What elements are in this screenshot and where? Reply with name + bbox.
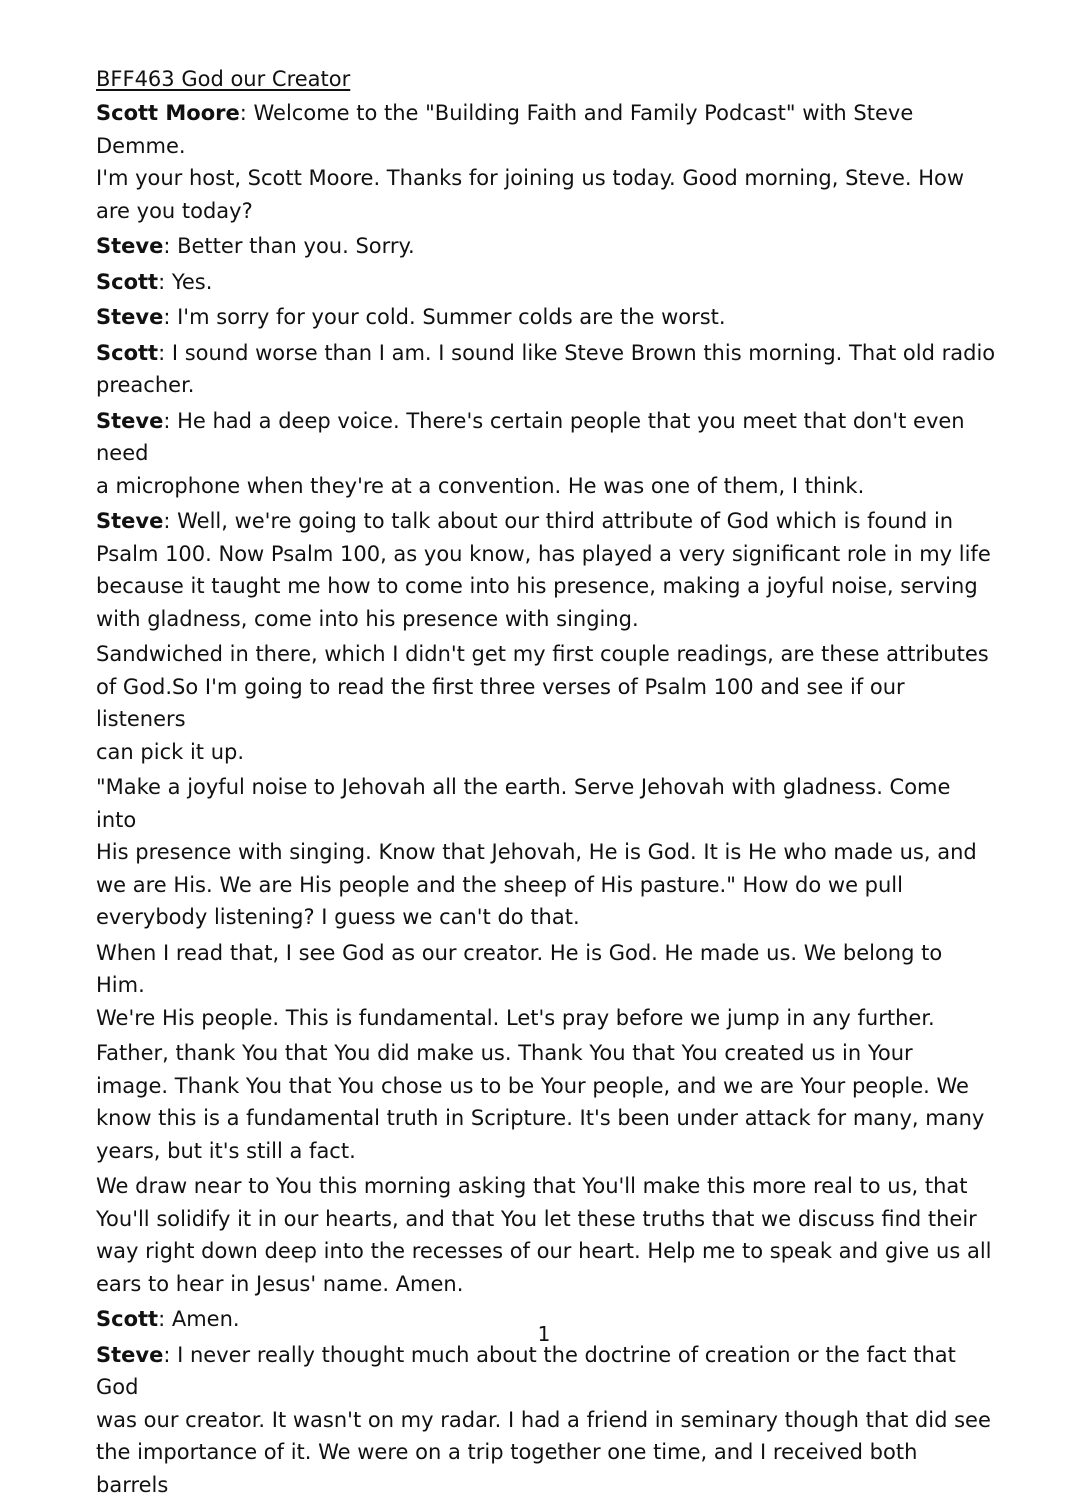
speaker-separator: :	[163, 1342, 178, 1367]
paragraph-text: Sandwiched in there, which I didn't get my first couple readings, are these attributes of God.So I'm going to read the first three verses of Psalm 100 and see if our listeners can pick it up.	[96, 642, 989, 764]
paragraph-text: Amen.	[171, 1307, 240, 1331]
speaker-name: Scott	[96, 340, 159, 365]
speaker-name: Scott	[96, 269, 159, 294]
speaker-name: Steve	[96, 234, 164, 258]
paragraph-text: Yes.	[171, 269, 213, 294]
transcript-paragraph	[96, 638, 996, 768]
transcript-paragraph	[96, 97, 996, 227]
speaker-name: Steve	[96, 509, 164, 533]
paragraph-text: I sound worse than I am. I sound like Steve Brown this morning. That old radio preacher.	[96, 340, 996, 397]
transcript-paragraph	[96, 301, 996, 334]
page-number: 1	[537, 1322, 551, 1346]
paragraph-text: "Make a joyful noise to Jehovah all the earth. Serve Jehovah with gladness. Come into His presence with singing. Know that Jehovah, He is God. It is He who made us, and we are His. We are His people and the sheep of His pasture." How do we pull everybody listening? I guess we can't do that.	[96, 775, 977, 929]
transcript-paragraph	[96, 230, 996, 263]
paragraph-text: We draw near to You this morning asking that You'll make this more real to us, that You'll solidify it in our hearts, and that You let these truths that we discuss find their way right down deep into the recesses of our heart. Help me to speak and give us all ears to hear in Jesus' name. Amen.	[96, 1174, 992, 1296]
speaker-name: Steve	[96, 305, 164, 329]
transcript-paragraph	[96, 266, 996, 299]
paragraph-text: I never really thought much about the doctrine of creation or the fact that God was our creator. It wasn't on my radar. I had a friend in seminary though that did see the importance of it. We were on a trip together one time, and I received both barrels	[96, 1342, 991, 1497]
paragraph-text: He had a deep voice. There's certain people that you meet that don't even need a microphone when they're at a convention. He was one of them, I think.	[96, 408, 965, 498]
paragraph-text: Better than you. Sorry.	[177, 234, 415, 258]
transcript-paragraph	[96, 505, 996, 635]
paragraph-text: When I read that, I see God as our creator. He is God. He made us. We belong to Him. We're His people. This is fundamental. Let's pray before we jump in any further.	[96, 940, 943, 1030]
speaker-separator: :	[163, 305, 178, 329]
paragraph-text: Father, thank You that You did make us. Thank You that You created us in Your image. Thank You that You chose us to be Your people, and we are Your people. We know this is a fundamental truth in Scripture. It's been under attack for many, many years, but it's still a fact.	[96, 1041, 985, 1163]
transcript-paragraph	[96, 1339, 996, 1502]
speaker-name: Scott	[96, 1307, 159, 1331]
speaker-separator: :	[163, 408, 178, 433]
speaker-separator: :	[158, 340, 172, 365]
speaker-name: Steve	[96, 408, 164, 433]
transcript-page	[96, 64, 996, 1504]
transcript-paragraph	[96, 1037, 996, 1167]
document-title: BFF463 God our Creator	[96, 67, 351, 91]
transcript-paragraph	[96, 937, 996, 1035]
speaker-separator: :	[158, 1307, 172, 1331]
speaker-separator: :	[163, 234, 178, 258]
transcript-paragraph	[96, 1170, 996, 1300]
transcript-paragraph	[96, 771, 996, 934]
paragraph-text: Welcome to the "Building Faith and Family Podcast" with Steve Demme. I'm your host, Scott Moore. Thanks for joining us today. Good morning, Steve. How are you today?	[96, 101, 965, 223]
speaker-name: Steve	[96, 1342, 164, 1367]
transcript-paragraph	[96, 405, 996, 503]
speaker-separator: :	[239, 101, 254, 125]
paragraph-text: Well, we're going to talk about our third attribute of God which is found in Psalm 100. Now Psalm 100, as you know, has played a very significant role in my life because it taught me how to come into his presence, making a joyful noise, serving with gladness, come into his presence with singing.	[96, 509, 991, 631]
speaker-name: Scott Moore	[96, 101, 240, 125]
speaker-separator: :	[158, 269, 172, 294]
paragraph-text: I'm sorry for your cold. Summer colds are the worst.	[177, 305, 726, 329]
transcript-paragraph	[96, 337, 996, 402]
speaker-separator: :	[163, 509, 178, 533]
